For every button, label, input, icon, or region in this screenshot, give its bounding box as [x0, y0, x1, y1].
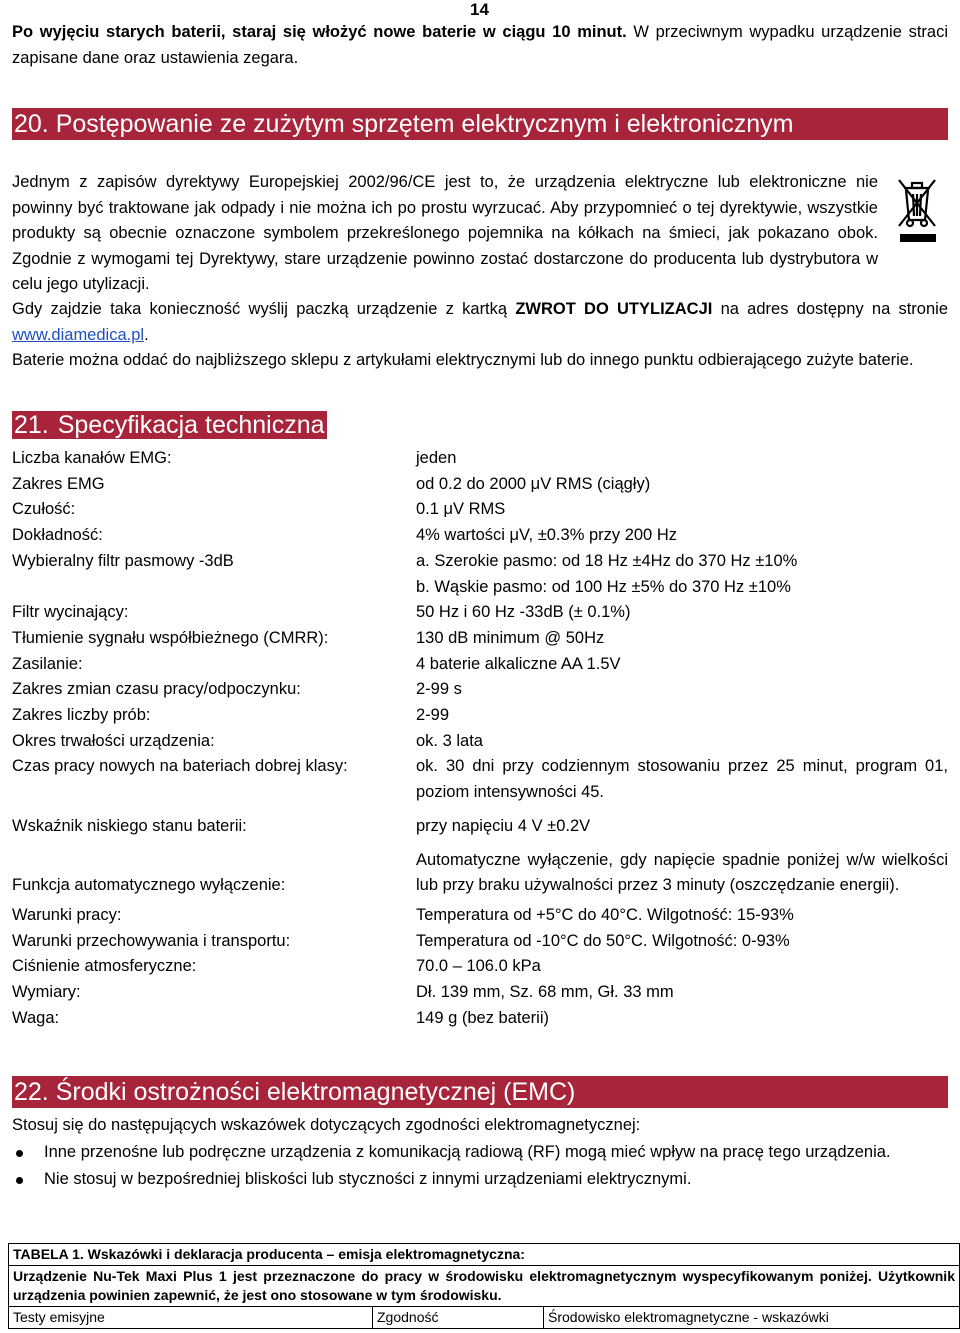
section-21-title: Specyfikacja techniczna [50, 411, 325, 439]
spec-label: Wybieralny filtr pasmowy -3dB [12, 551, 234, 570]
spec-label: Zakres liczby prób: [12, 706, 151, 725]
battery-note-rest: W przeciwnym wypadku urządzenie straci zapisane dane oraz ustawienia zegara. [12, 23, 948, 67]
spec-list [12, 446, 948, 1031]
bullet-dot-icon [16, 1150, 23, 1157]
table-description: Urządzenie Nu-Tek Maxi Plus 1 jest przeznaczone do pracy w środowisku elektromagnetycznym wyspecyfikowanym poniżej. Użytkownik urządzenia powinien zapewnić, że jest ono stosowane w tym środowisku. [9, 1266, 960, 1307]
section-22-intro: Stosuj się do następujących wskazówek dotyczących zgodności elektromagnetycznej: [12, 1116, 641, 1134]
spec-row [12, 814, 948, 840]
spec-value: 2-99 [416, 706, 450, 725]
spec-value: Dł. 139 mm, Sz. 68 mm, Gł. 33 mm [416, 983, 674, 1002]
section-20-para-3: Baterie można oddać do najbliższego sklepu z artykułami elektrycznymi lub do innego punktu odbierającego zużyte baterie. [12, 351, 914, 369]
spec-row [12, 575, 948, 601]
spec-value: a. Szerokie pasmo: od 18 Hz ±4Hz do 370 Hz ±10% [416, 551, 798, 570]
spec-label: Liczba kanałów EMG: [12, 449, 172, 467]
diamedica-link[interactable]: www.diamedica.pl [12, 325, 145, 344]
section-20-para-2-b: na adres dostępny na stronie [712, 300, 948, 318]
section-20-para-1 [12, 170, 878, 298]
section-20-para-1-text: Jednym z zapisów dyrektywy Europejskiej 2002/96/CE jest to, że urządzenia elektryczne lub elektroniczne nie powinny być traktowane jak odpady i nie można ich po prostu wyrzucać. Aby przypomnieć o tej dyrektywie, wszystkie produkty są obecnie oznaczone symbolem przekreślonego pojemnika na kółkach na śmieci, jak pokazano obok. Zgodnie z wymogami tej Dyrektywy, stare urządzenie powinno zostać dostarczone do producenta lub dystrybutora w celu jego utylizacji. [12, 173, 878, 293]
section-22-heading: 22. Środki ostrożności elektromagnetycznej (EMC) [12, 1076, 948, 1108]
return-label-text: ZWROT DO UTYLIZACJI [515, 300, 713, 318]
spec-value: od 0.2 do 2000 μV RMS (ciągły) [416, 474, 651, 493]
spec-label: Warunki pracy: [12, 905, 122, 924]
spec-label: Czas pracy nowych na bateriach dobrej klasy: [12, 757, 348, 776]
crossed-out-wheelie-bin-icon [896, 176, 938, 244]
bullet-text: Inne przenośne lub podręczne urządzenia z komunikacją radiową (RF) mogą mieć wpływ na pracę tego urządzenia. [44, 1143, 891, 1161]
spec-row [12, 1006, 948, 1032]
page-number: 14 [470, 0, 489, 19]
spec-label: Zasilanie: [12, 654, 83, 673]
spec-label: Ciśnienie atmosferyczne: [12, 957, 197, 976]
list-item [12, 1167, 948, 1193]
spec-label: Tłumienie sygnału współbieżnego (CMRR): [12, 628, 329, 647]
spec-value: ok. 3 lata [416, 731, 483, 750]
emission-table [8, 1243, 960, 1329]
battery-note-bold: Po wyjęciu starych baterii, staraj się włożyć nowe baterie w ciągu 10 minut. [12, 23, 627, 41]
section-20-para-2 [12, 297, 948, 348]
bullet-dot-icon [16, 1177, 23, 1184]
spec-value: ok. 30 dni przy codziennym stosowaniu przez 25 minut, program 01, poziom intensywności 45. [416, 757, 948, 802]
spec-value: b. Wąskie pasmo: od 100 Hz ±5% do 370 Hz ±10% [416, 577, 791, 596]
spec-value: 4 baterie alkaliczne AA 1.5V [416, 654, 621, 673]
spec-value: 4% wartości μV, ±0.3% przy 200 Hz [416, 526, 677, 545]
spec-label: Dokładność: [12, 526, 103, 545]
spec-row [12, 472, 948, 498]
section-20-para-2-a: Gdy zajdzie taka konieczność wyślij paczką urządzenie z kartką [12, 300, 516, 318]
spec-row [12, 549, 948, 575]
spec-value: 50 Hz i 60 Hz -33dB (± 0.1%) [416, 603, 631, 622]
table-caption: TABELA 1. Wskazówki i deklaracja producenta – emisja elektromagnetyczna: [9, 1244, 960, 1266]
spec-value: Temperatura od +5°C do 40°C. Wilgotność: 15-93% [416, 905, 794, 924]
spec-value: przy napięciu 4 V ±0.2V [416, 816, 591, 835]
spec-row [12, 703, 948, 729]
emc-bullet-list [12, 1140, 948, 1193]
section-21-number: 21. [14, 411, 49, 439]
battery-note [12, 20, 948, 71]
spec-row [12, 677, 948, 703]
section-20-heading: 20. Postępowanie ze zużytym sprzętem elektrycznym i elektronicznym [12, 108, 948, 140]
spec-value: 2-99 s [416, 680, 462, 699]
spec-row [12, 954, 948, 980]
spec-row [12, 523, 948, 549]
spec-row [12, 652, 948, 678]
spec-value: Temperatura od -10°C do 50°C. Wilgotność: 0-93% [416, 931, 790, 950]
spec-label: Okres trwałości urządzenia: [12, 731, 215, 750]
spec-label: Czułość: [12, 500, 76, 519]
spec-label: Wymiary: [12, 983, 81, 1002]
spec-row [12, 446, 948, 472]
spec-row [12, 980, 948, 1006]
spec-row [12, 929, 948, 955]
spec-value: 149 g (bez baterii) [416, 1008, 549, 1027]
spec-row [12, 729, 948, 755]
spec-value: 130 dB minimum @ 50Hz [416, 628, 605, 647]
spec-value: 70.0 – 106.0 kPa [416, 957, 541, 976]
spec-row [12, 626, 948, 652]
table-header-compliance: Zgodność [373, 1307, 544, 1329]
spec-value: Automatyczne wyłączenie, gdy napięcie spadnie poniżej w/w wielkości lub przy braku używalności przez 3 minuty (oszczędzanie energii). [416, 850, 948, 895]
spec-row [12, 600, 948, 626]
spec-label: Warunki przechowywania i transportu: [12, 931, 291, 950]
bullet-text: Nie stosuj w bezpośredniej bliskości lub styczności z innymi urządzeniami elektrycznymi. [44, 1169, 692, 1188]
spec-label: Zakres EMG [12, 474, 105, 493]
spec-label: Wskaźnik niskiego stanu baterii: [12, 816, 247, 835]
spec-row [12, 848, 948, 899]
section-20-para-2-c: . [144, 325, 149, 344]
spec-label: Filtr wycinający: [12, 603, 129, 622]
spec-label: Funkcja automatycznego wyłączenie: [12, 876, 286, 895]
spec-value: jeden [416, 449, 457, 467]
table-header-environment: Środowisko elektromagnetyczne - wskazówki [544, 1307, 960, 1329]
table-header-tests: Testy emisyjne [9, 1307, 373, 1329]
spec-row [12, 903, 948, 929]
spec-row [12, 754, 948, 805]
section-21-heading [12, 409, 327, 441]
list-item [12, 1140, 948, 1166]
spec-label: Zakres zmian czasu pracy/odpoczynku: [12, 680, 301, 699]
spec-row [12, 497, 948, 523]
spec-label: Waga: [12, 1008, 60, 1027]
spec-value: 0.1 μV RMS [416, 500, 506, 519]
